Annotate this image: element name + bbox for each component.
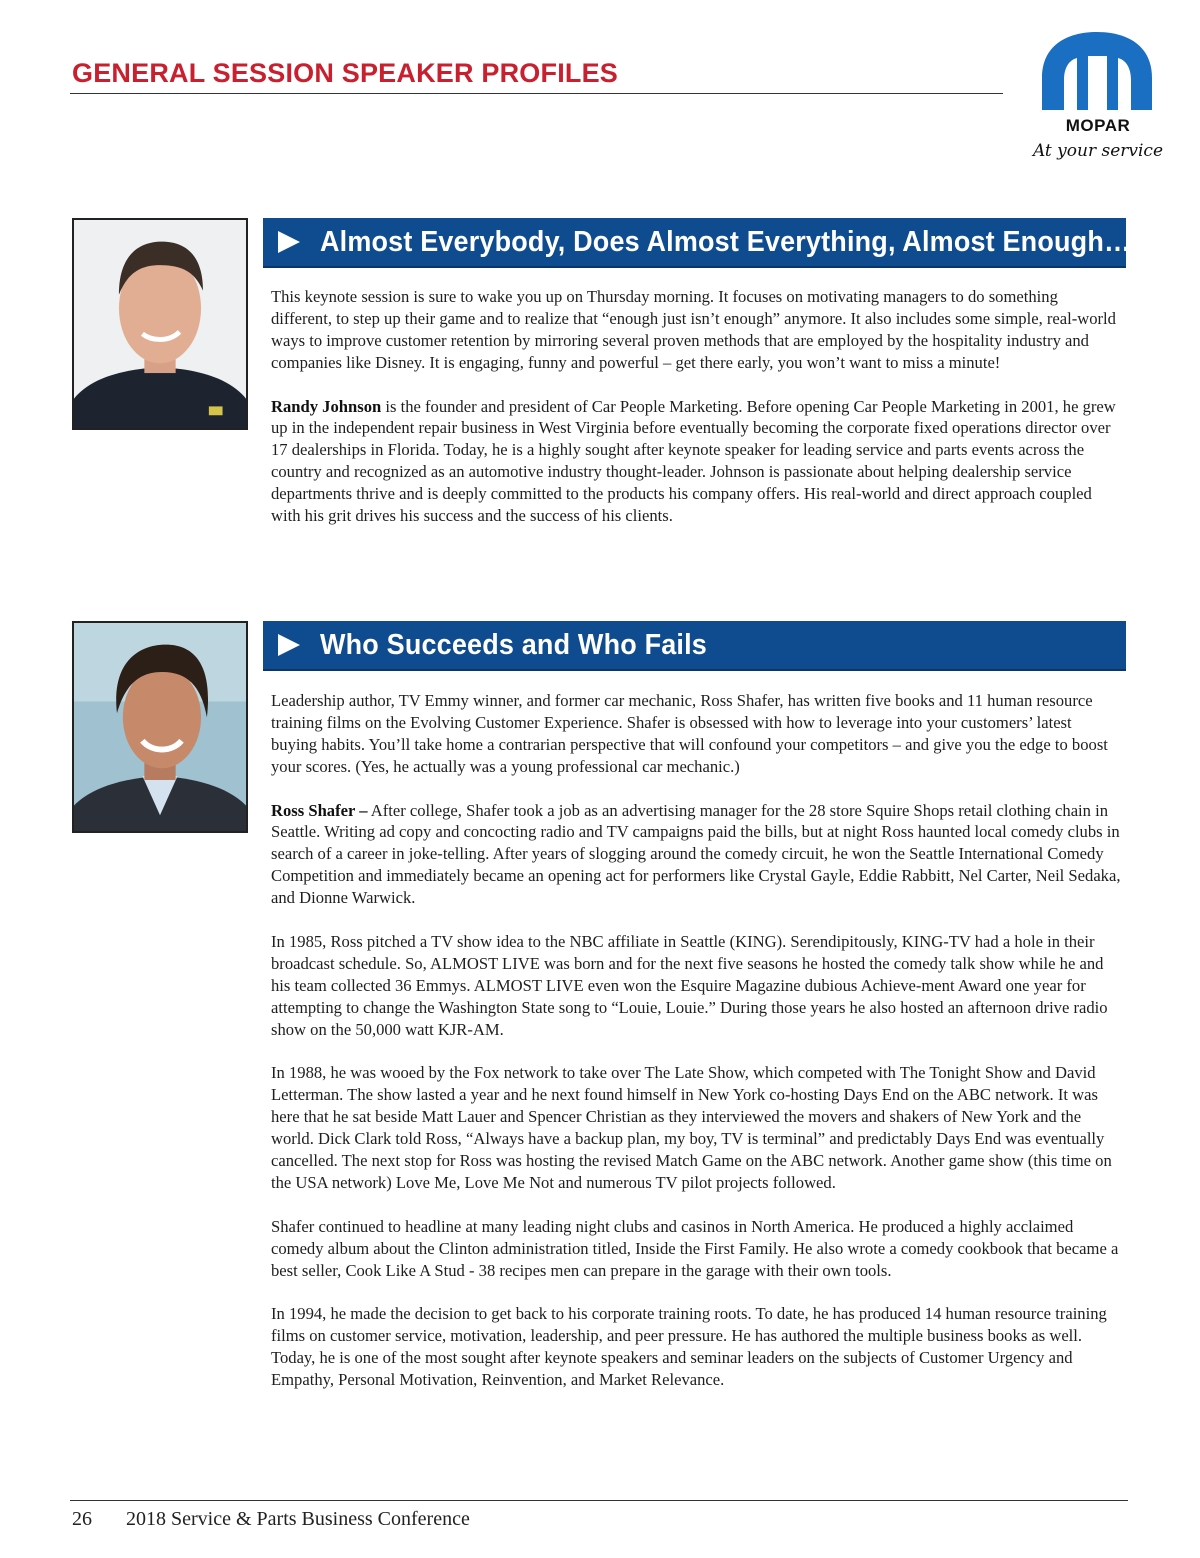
session-banner-1: [263, 218, 1132, 268]
page-header-title: GENERAL SESSION SPEAKER PROFILES: [72, 58, 619, 88]
page-footer: [72, 1508, 470, 1531]
footer-title: 2018 Service & Parts Business Conference: [126, 1508, 470, 1530]
mopar-logo: [1030, 28, 1165, 168]
mopar-tagline: At your service: [1032, 141, 1164, 161]
mopar-m-icon: [1030, 28, 1165, 118]
session-1-text: [271, 286, 1121, 549]
session-title: Almost Everybody, Does Almost Everything, Almost Enough…: [320, 225, 1132, 258]
paragraph: In 1994, he made the decision to get back to his corporate training roots. To date, he has produced 14 human resource training films on customer service, motivation, leadership, and peer pressure. He has authored the multiple business books as well. Today, he is one of the most sought after keynote speakers and seminar leaders on the subjects of Customer Urgency and Empathy, Personal Motivation, Reinvention, and Market Relevance.: [271, 1304, 1107, 1390]
speaker-photo-randy-johnson: [72, 218, 248, 430]
session-banner-2: [263, 621, 1126, 671]
paragraph: This keynote session is sure to wake you up on Thursday morning. It focuses on motivating managers to do something different, to step up their game and to realize that “enough just isn’t enough” anymore. It also includes some simple, real-world ways to improve customer retention by mirroring several proven methods that are employed by the hospitality industry and companies like Disney. It is engaging, funny and powerful – get there early, you won’t want to miss a minute!: [271, 287, 1116, 372]
paragraph: In 1988, he was wooed by the Fox network to take over The Late Show, which competed with The Tonight Show and David Letterman. The show lasted a year and he next found himself in New York co-hosting Days End on the ABC network. It was here that he sat beside Matt Lauer and Spencer Christian as they interviewed the movers and shakers of New York and the world. Dick Clark told Ross, “Always have a backup plan, my boy, TV is terminal” and predictably Days End was eventually cancelled. The next stop for Ross was hosting the revised Match Game on the ABC network. Another game show (this time on the USA network) Love Me, Love Me Not and numerous TV pilot projects followed.: [271, 1063, 1112, 1192]
speaker-name: Ross Shafer –: [271, 800, 368, 820]
session-2-text: [271, 690, 1121, 1413]
paragraph: Leadership author, TV Emmy winner, and former car mechanic, Ross Shafer, has written five books and 11 human resource training films on the Evolving Customer Experience. Shafer is obsessed with how to leverage into your customers’ latest buying habits. You’ll take home a contrarian perspective that will confound your competitors – and give you the edge to boost your scores. (Yes, he actually was a young professional car mechanic.): [271, 691, 1108, 776]
speaker-name: Randy Johnson: [271, 396, 382, 416]
footer-divider: [70, 1500, 1128, 1501]
play-arrow-icon: [278, 634, 300, 656]
paragraph: Shafer continued to headline at many leading night clubs and casinos in North America. He produced a highly acclaimed comedy album about the Clinton administration titled, Inside the First Family. He also wrote a comedy cookbook that became a best seller, Cook Like A Stud - 38 recipes men can prepare in the garage with their own tools.: [271, 1216, 1119, 1280]
page-number: 26: [72, 1508, 92, 1530]
paragraph: Randy Johnson is the founder and president of Car People Marketing. Before opening Car People Marketing in 2001, he grew up in the independent repair business in West Virginia before eventually becoming the corporate fixed operations director over 17 dealerships in Florida. Today, he is a highly sought after keynote speaker for leading service and parts events across the country and recognized as an automotive industry thought-leader. Johnson is passionate about helping dealership service departments thrive and is deeply committed to the products his company offers. His real-world and direct approach coupled with his grit drives his success and the success of his clients.: [271, 396, 1116, 526]
paragraph: In 1985, Ross pitched a TV show idea to the NBC affiliate in Seattle (KING). Serendipitously, KING-TV had a hole in their broadcast schedule. So, ALMOST LIVE was born and for the next five seasons he hosted the comedy talk show while he and his team collected 36 Emmys. ALMOST LIVE even won the Esquire Magazine dubious Achieve-ment Award one year for attempting to change the Washington State song to “Louie, Louie.” During those years he also hosted an afternoon drive radio show on the 50,000 watt KJR-AM.: [271, 931, 1108, 1039]
mopar-wordmark: MOPAR: [1065, 116, 1131, 135]
speaker-photo-ross-shafer: [72, 621, 248, 833]
paragraph: Ross Shafer – After college, Shafer took a job as an advertising manager for the 28 store Squire Shops retail clothing chain in Seattle. Writing ad copy and concocting radio and TV campaigns paid the bills, but at night Ross haunted local comedy clubs in search of a career in joke-telling. After years of slogging around the comedy circuit, he won the Seattle International Comedy Competition and immediately became an opening act for performers like Crystal Gayle, Eddie Rabbitt, Nel Carter, Neil Sedaka, and Dionne Warwick.: [271, 800, 1121, 908]
header-divider: [70, 93, 1003, 94]
play-arrow-icon: [278, 231, 300, 253]
session-title: Who Succeeds and Who Fails: [320, 628, 707, 661]
